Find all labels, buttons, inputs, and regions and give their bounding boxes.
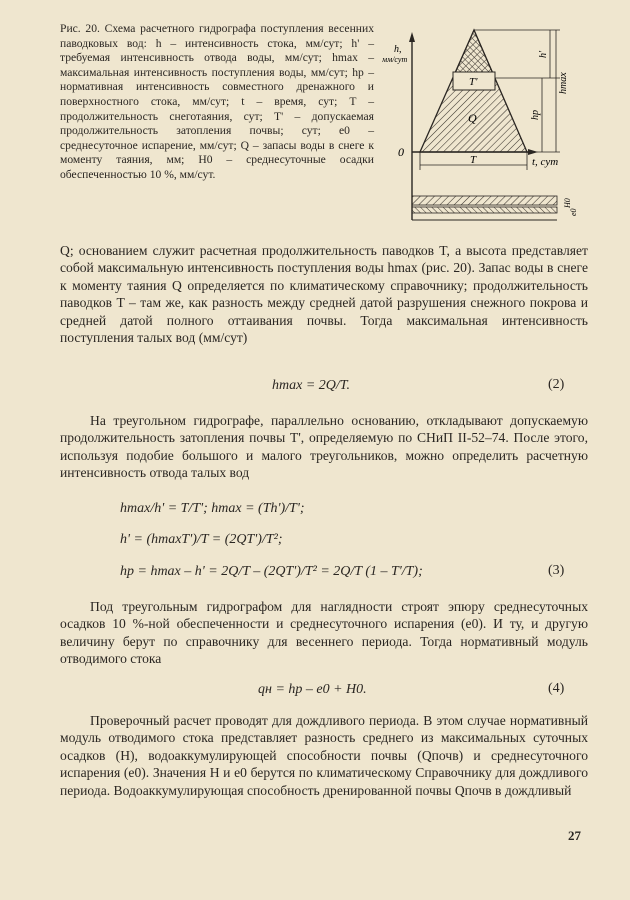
formula-3-line-1: hmax/h' = T/T'; hmax = (Th')/T'; (120, 501, 305, 516)
paragraph-1-text: Q; основанием служит расчетная продолжительность паводков T, а высота представляет собой максимальную интенсивность поступления воды hmax (рис. 20). Запас воды в снеге к моменту таяния Q определяется по климатическому справочнику; продолжительность паводков T – там же, как разность между средней датой разрушения снежного покрова и средней датой полного оттаивания почвы. Тогда максимальная интенсивность поступления талых вод (мм/сут) (60, 243, 588, 346)
formula-3-line-2: h' = (hmaxT')/T = (2QT')/T²; (120, 532, 283, 547)
upper-triangle (453, 30, 495, 78)
y-axis-unit: мм/сут (382, 55, 408, 64)
paragraph-2-text: На треугольном гидрографе, параллельно основанию, откладывают допускаемую продолжительность затопления почвы T', определяемую по СНиП II-52–74. После этого, используя подобие большого и малого треугольников, можно определить расчетную интенсивность отвода талых вод (60, 413, 588, 481)
origin-label: 0 (398, 145, 404, 159)
evaporation-strip (412, 207, 557, 213)
paragraph-1 (60, 242, 588, 346)
x-axis-label: t, сут (532, 156, 559, 168)
paragraph-3-text: Под треугольным гидрографом для наглядности строят эпюру среднесуточных осадков 10 %-ной обеспеченности и среднесуточного испарения (e0). И ту, и другую величину берут по справочнику для весеннего периода. Тогда нормативный модуль отводимого стока (60, 599, 588, 667)
formula-3-number: (3) (548, 563, 565, 578)
label-q: Q (468, 111, 477, 125)
formula-4: qн = hр – e0 + H0. (258, 682, 367, 697)
formula-2: hmax = 2Q/T. (272, 378, 351, 393)
paragraph-3 (60, 598, 588, 668)
label-hmax: hmax (558, 72, 569, 94)
paragraph-4 (60, 712, 588, 799)
figure-caption: Рис. 20. Схема расчетного гидрографа поступления весенних паводковых вод: h – интенсивность стока, мм/сут; h' – требуемая интенсивность отвода воды, мм/сут; hmax – максимальная интенсивность поступления воды, мм/сут; hр – нормативная интенсивность совместного дренажного и поверхностного стока, мм/сут; t – время, сут; T – продолжительность снеготаяния, сут; T' – допускаемая продолжительность затопления почвы; сут; e0 – среднесуточное испарение, мм/сут; Q – запасы воды в снеге к моменту таяния, мм; H0 – среднесуточные осадки обеспеченностью 10 %, мм/сут. (60, 22, 374, 181)
precipitation-strip (412, 196, 557, 205)
label-h0: H0 (563, 198, 572, 208)
label-t-prime: T' (469, 76, 478, 88)
label-h-prime: h' (538, 50, 549, 58)
paragraph-2 (60, 412, 588, 482)
y-axis-label: h, (394, 44, 402, 55)
hydrograph-figure (382, 22, 582, 222)
label-e0: e0 (569, 208, 578, 216)
y-axis-arrow (409, 32, 415, 42)
label-t: T (470, 154, 477, 166)
page-number: 27 (568, 828, 581, 843)
formula-2-number: (2) (548, 377, 565, 392)
formula-4-number: (4) (548, 681, 565, 696)
formula-3-line-3: hр = hmax – h' = 2Q/T – (2QT')/T² = 2Q/T (1 – T'/T); (120, 564, 423, 579)
paragraph-4-text: Проверочный расчет проводят для дождливого периода. В этом случае нормативный модуль отводимого стока представляет разность среднего из максимальных суточных осадков (H), водоаккумулирующей способности почвы (Qпочв) и среднесуточного испарения (e0). Значения H и e0 берутся по климатическому Справочнику для дождливого периода. Водоаккумулирующая способность дренированной почвы Qпочв в дождливый (60, 713, 588, 798)
label-hp: hр (530, 110, 541, 120)
